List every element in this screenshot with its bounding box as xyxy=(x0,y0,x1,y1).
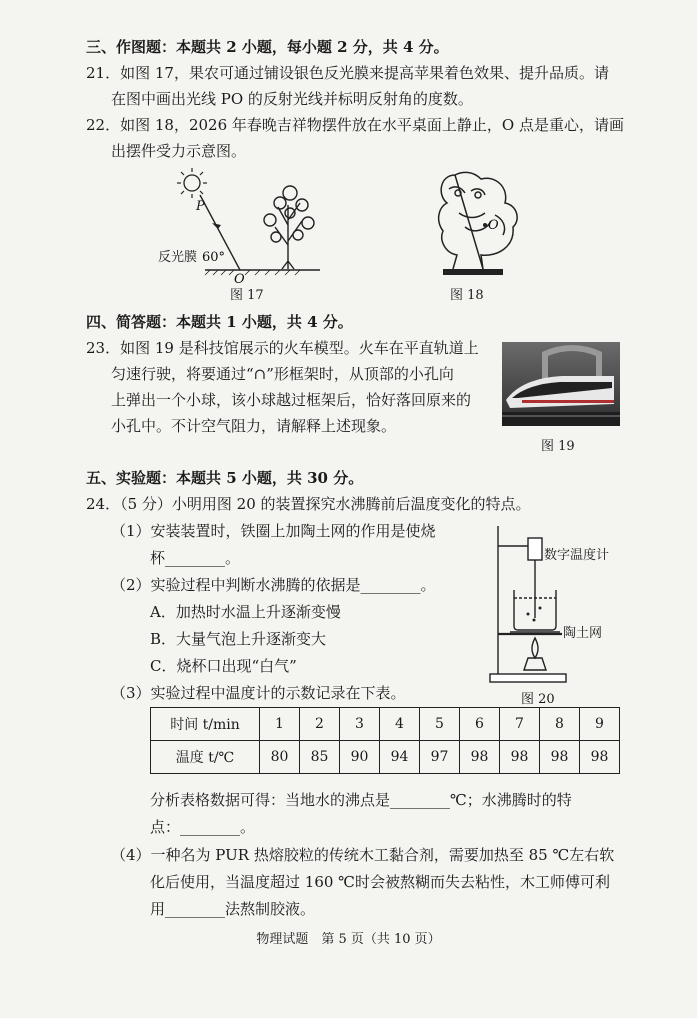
time-cell: 3 xyxy=(340,708,380,741)
sun-icon xyxy=(177,168,207,198)
figurine-base xyxy=(443,269,503,275)
q24-part1-line1: （1）安装装置时，铁圈上加陶土网的作用是使烧 xyxy=(111,522,436,540)
q21-line2: 在图中画出光线 PO 的反射光线并标明反射角的度数。 xyxy=(111,90,473,108)
q21-line1: 21．如图 17，果农可通过铺设银色反光膜来提高苹果着色效果、提升品质。请 xyxy=(86,64,609,82)
table-row xyxy=(151,741,620,774)
angle-label: 60° xyxy=(202,250,226,265)
time-cell: 9 xyxy=(580,708,620,741)
time-cell: 8 xyxy=(540,708,580,741)
q24-part4-line3: 用________法熬制胶液。 xyxy=(150,900,316,918)
q24-intro: 24．（5 分）小明用图 20 的装置探究水沸腾前后温度变化的特点。 xyxy=(86,495,531,513)
q23-line2: 匀速行驶，将要通过“∩”形框架时，从顶部的小孔向 xyxy=(111,365,454,383)
option-B: B．大量气泡上升逐渐变大 xyxy=(150,630,327,648)
q23-line3: 上弹出一个小球，该小球越过框架后，恰好落回原来的 xyxy=(111,391,472,409)
table-row xyxy=(151,708,620,741)
fig19-caption: 图 19 xyxy=(541,439,575,454)
time-cell: 7 xyxy=(500,708,540,741)
q24-part2: （2）实验过程中判断水沸腾的依据是________。 xyxy=(111,576,436,594)
point-O-label: O xyxy=(488,218,499,233)
time-cell: 1 xyxy=(260,708,300,741)
mascot-figurine-icon xyxy=(439,172,518,269)
q24-analysis-line2: 点：________。 xyxy=(150,818,256,836)
section5-title: 五、实验题：本题共 5 小题，共 30 分。 xyxy=(86,469,364,487)
temp-header: 温度 t/℃ xyxy=(151,741,260,774)
temperature-table xyxy=(150,707,620,774)
thermometer-label: 数字温度计 xyxy=(544,548,610,563)
time-cell: 2 xyxy=(300,708,340,741)
temp-cell: 98 xyxy=(500,741,540,774)
reflective-film-label: 反光膜 xyxy=(158,250,198,265)
time-cell: 4 xyxy=(380,708,420,741)
q22-line1: 22．如图 18，2026 年春晚吉祥物摆件放在水平桌面上静止，O 点是重心，请画 xyxy=(86,116,624,134)
time-cell: 5 xyxy=(420,708,460,741)
temp-cell: 85 xyxy=(300,741,340,774)
temp-cell: 97 xyxy=(420,741,460,774)
fig20-caption: 图 20 xyxy=(521,692,555,707)
temp-cell: 98 xyxy=(460,741,500,774)
digital-thermometer-body xyxy=(528,538,542,560)
figure-19-train-photo xyxy=(502,342,620,426)
time-header: 时间 t/min xyxy=(151,708,260,741)
temp-cell: 90 xyxy=(340,741,380,774)
option-C: C．烧杯口出现“白气” xyxy=(150,657,297,675)
figure-18 xyxy=(425,165,525,280)
temp-cell: 94 xyxy=(380,741,420,774)
apple-tree-icon xyxy=(264,186,314,269)
time-cell: 6 xyxy=(460,708,500,741)
q23-line1: 23．如图 19 是科技馆展示的火车模型。火车在平直轨道上 xyxy=(86,339,479,357)
section4-title: 四、简答题：本题共 1 小题，共 4 分。 xyxy=(86,313,353,331)
temp-cell: 98 xyxy=(580,741,620,774)
q24-part4-line2: 化后使用，当温度超过 160 ℃时会被熬糊而失去粘性，木工师傅可利 xyxy=(150,873,610,891)
temp-cell: 80 xyxy=(260,741,300,774)
center-of-gravity-dot xyxy=(483,223,487,227)
page-footer: 物理试题 第 5 页（共 10 页） xyxy=(256,932,441,947)
fig17-caption: 图 17 xyxy=(230,288,264,303)
point-P-label: P xyxy=(196,199,205,214)
fig18-caption: 图 18 xyxy=(450,288,484,303)
section3-title: 三、作图题：本题共 2 小题，每小题 2 分，共 4 分。 xyxy=(86,38,449,56)
figure-17 xyxy=(150,165,330,285)
gauze-label: 陶土网 xyxy=(563,626,603,641)
q22-line2: 出摆件受力示意图。 xyxy=(111,142,247,160)
q24-part1-line2: 杯________。 xyxy=(150,549,241,567)
q24-analysis-line1: 分析表格数据可得：当地水的沸点是________℃；水沸腾时的特 xyxy=(150,791,572,809)
q24-part3: （3）实验过程中温度计的示数记录在下表。 xyxy=(111,684,406,702)
q24-part4-line1: （4）一种名为 PUR 热熔胶粒的传统木工黏合剂，需要加热至 85 ℃左右软 xyxy=(111,846,615,864)
point-O-label: O xyxy=(234,272,245,285)
option-A: A．加热时水温上升逐渐变慢 xyxy=(150,603,341,621)
temp-cell: 98 xyxy=(540,741,580,774)
q23-line4: 小孔中。不计空气阻力，请解释上述现象。 xyxy=(111,417,397,435)
